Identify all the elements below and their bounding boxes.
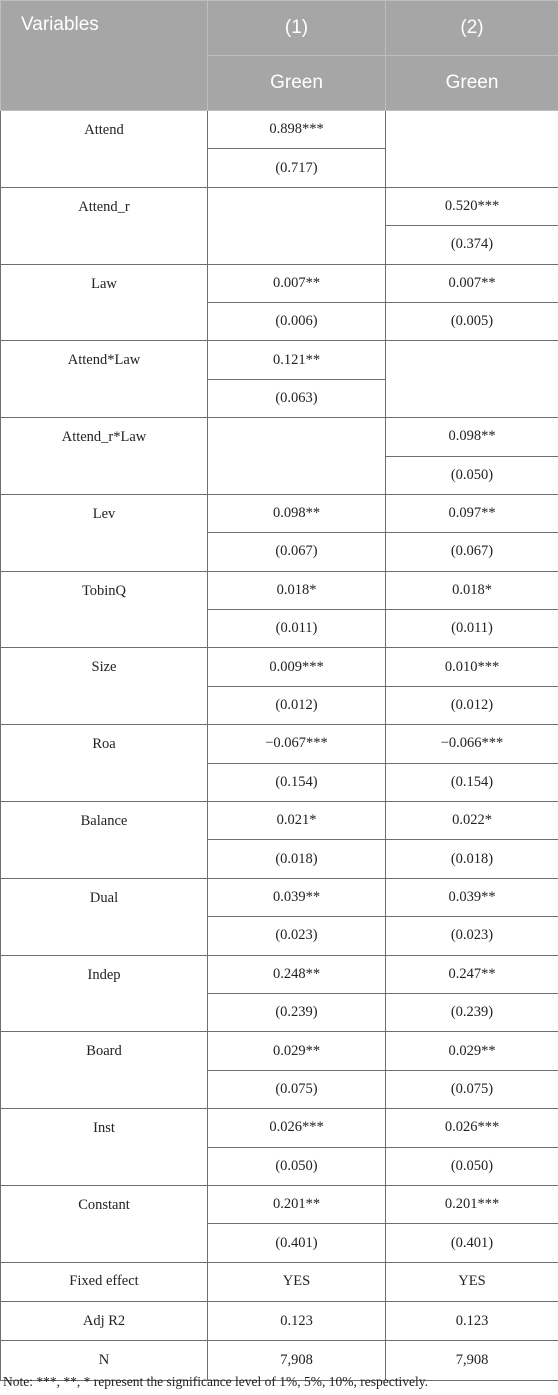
se-col1: (0.011) (208, 610, 386, 648)
se-col1: (0.401) (208, 1224, 386, 1262)
se-col2: (0.023) (386, 917, 558, 955)
variable-name: Size (1, 648, 208, 725)
variable-name: Constant (1, 1185, 208, 1262)
table-row (1, 1032, 558, 1070)
coef-col1: 0.026*** (208, 1109, 386, 1147)
coef-col2: 0.098** (386, 418, 558, 456)
variable-name: Attend (1, 111, 208, 188)
stat-col2: YES (386, 1262, 558, 1301)
se-col2: (0.154) (386, 763, 558, 801)
se-col1: (0.012) (208, 686, 386, 724)
se-col1: (0.067) (208, 533, 386, 571)
coef-col1: 0.121** (208, 341, 386, 379)
se-col2: (0.050) (386, 1147, 558, 1185)
coef-col2: 0.007** (386, 264, 558, 302)
coef-col1: 0.021* (208, 802, 386, 840)
coef-col1: 0.007** (208, 264, 386, 302)
coef-col2: 0.097** (386, 494, 558, 532)
coef-col1: 0.009*** (208, 648, 386, 686)
se-col1: (0.050) (208, 1147, 386, 1185)
coef-col2: −0.066*** (386, 725, 558, 763)
stat-col1: YES (208, 1262, 386, 1301)
coef-col1: 0.201** (208, 1185, 386, 1223)
se-col2: (0.012) (386, 686, 558, 724)
coef-col2: 0.029** (386, 1032, 558, 1070)
variable-name: Attend_r (1, 187, 208, 264)
coef-col1: 0.098** (208, 494, 386, 532)
se-col2: (0.050) (386, 456, 558, 494)
se-col1: (0.018) (208, 840, 386, 878)
se-col2: (0.018) (386, 840, 558, 878)
header-col2-number: (2) (386, 1, 558, 56)
table-body (1, 111, 558, 1381)
variable-name: Roa (1, 725, 208, 802)
coef-col2: 0.247** (386, 955, 558, 993)
coef-col1: 0.029** (208, 1032, 386, 1070)
coef-col1: 0.039** (208, 878, 386, 916)
se-col1: (0.063) (208, 379, 386, 417)
coef-col2: 0.520*** (386, 187, 558, 225)
stat-name: Fixed effect (1, 1262, 208, 1301)
coef-col2: 0.201*** (386, 1185, 558, 1223)
se-col1: (0.006) (208, 302, 386, 340)
header-variables: Variables (1, 1, 208, 111)
table-row (1, 187, 558, 225)
table-row (1, 648, 558, 686)
variable-name: Law (1, 264, 208, 341)
stat-col1: 0.123 (208, 1302, 386, 1341)
coef-col1: −0.067*** (208, 725, 386, 763)
table-row (1, 418, 558, 456)
table-row (1, 111, 558, 149)
coef-col1: 0.898*** (208, 111, 386, 149)
table-row (1, 264, 558, 302)
stat-name: N (1, 1341, 208, 1380)
empty-cell-col1 (208, 418, 386, 495)
se-col2: (0.401) (386, 1224, 558, 1262)
variable-name: Inst (1, 1109, 208, 1186)
se-col1: (0.023) (208, 917, 386, 955)
table-row (1, 571, 558, 609)
stat-col2: 7,908 (386, 1341, 558, 1380)
coef-col1: 0.248** (208, 955, 386, 993)
table-row (1, 955, 558, 993)
se-col2: (0.005) (386, 302, 558, 340)
coef-col2: 0.018* (386, 571, 558, 609)
header-col1-number: (1) (208, 1, 386, 56)
table-row (1, 725, 558, 763)
stat-col2: 0.123 (386, 1302, 558, 1341)
variable-name: Indep (1, 955, 208, 1032)
stat-row (1, 1302, 558, 1341)
se-col2: (0.374) (386, 226, 558, 264)
table-row (1, 494, 558, 532)
se-col1: (0.075) (208, 1070, 386, 1108)
table-row (1, 1109, 558, 1147)
empty-cell-col2 (386, 111, 558, 188)
coef-col2: 0.026*** (386, 1109, 558, 1147)
se-col2: (0.075) (386, 1070, 558, 1108)
stat-row (1, 1262, 558, 1301)
se-col1: (0.717) (208, 149, 386, 187)
coef-col2: 0.022* (386, 802, 558, 840)
stat-name: Adj R2 (1, 1302, 208, 1341)
variable-name: Attend*Law (1, 341, 208, 418)
variable-name: TobinQ (1, 571, 208, 648)
table-row (1, 878, 558, 916)
variable-name: Dual (1, 878, 208, 955)
se-col2: (0.067) (386, 533, 558, 571)
table-header (1, 1, 558, 111)
variable-name: Attend_r*Law (1, 418, 208, 495)
coef-col1: 0.018* (208, 571, 386, 609)
empty-cell-col2 (386, 341, 558, 418)
variable-name: Balance (1, 802, 208, 879)
coef-col2: 0.010*** (386, 648, 558, 686)
table-row (1, 1185, 558, 1223)
variable-name: Lev (1, 494, 208, 571)
table-row (1, 802, 558, 840)
se-col2: (0.011) (386, 610, 558, 648)
table-row (1, 341, 558, 379)
empty-cell-col1 (208, 187, 386, 264)
header-col2-dependent: Green (386, 56, 558, 111)
se-col1: (0.154) (208, 763, 386, 801)
table-note: Note: ***, **, * represent the significance level of 1%, 5%, 10%, respectively. (3, 1374, 428, 1389)
se-col2: (0.239) (386, 993, 558, 1031)
header-col1-dependent: Green (208, 56, 386, 111)
se-col1: (0.239) (208, 993, 386, 1031)
variable-name: Board (1, 1032, 208, 1109)
coef-col2: 0.039** (386, 878, 558, 916)
stat-col1: 7,908 (208, 1341, 386, 1380)
